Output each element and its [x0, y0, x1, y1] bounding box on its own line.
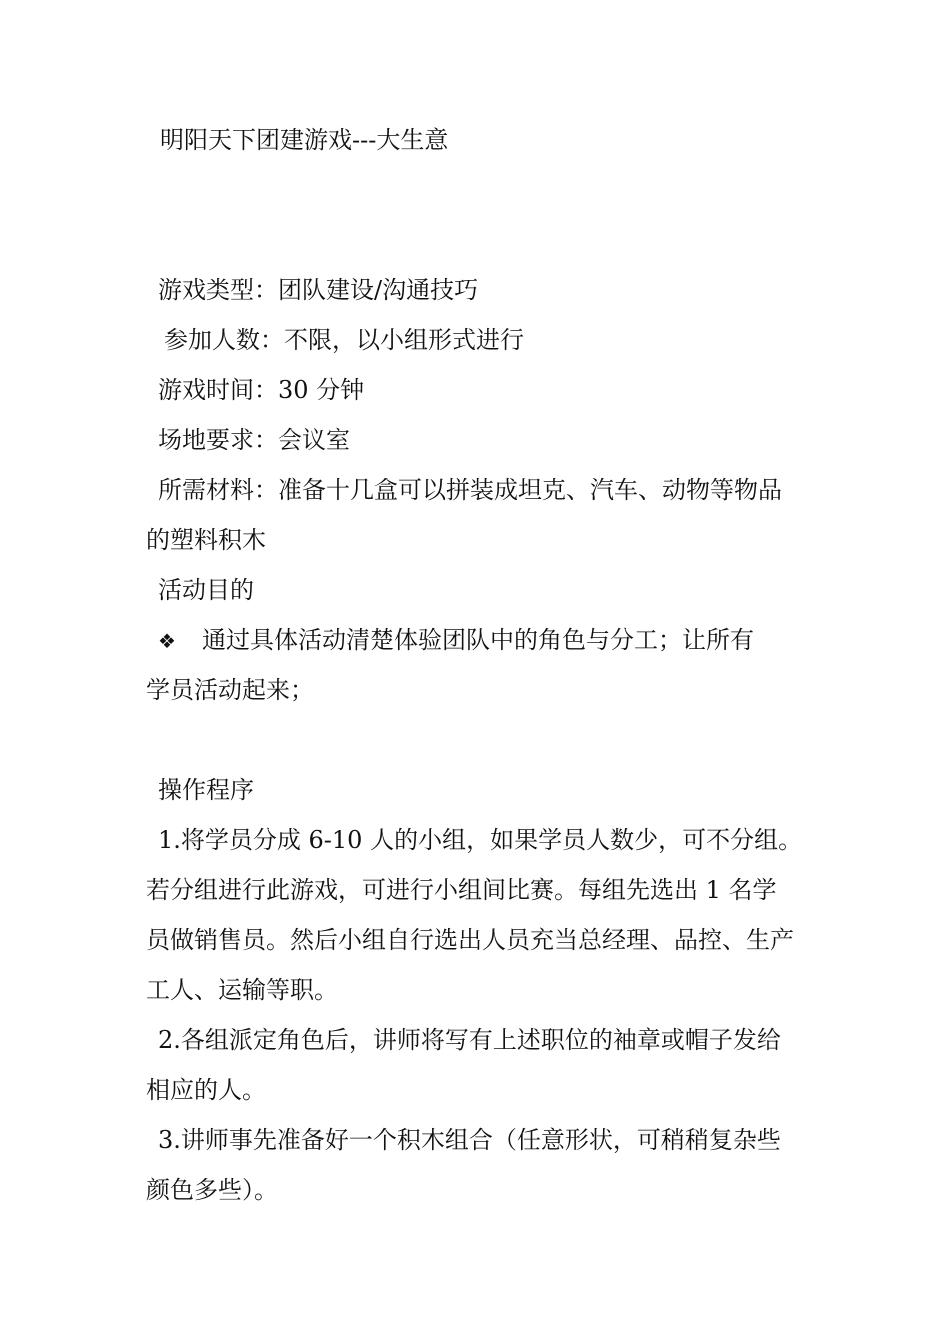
purpose-bullet-text-1: 通过具体活动清楚体验团队中的角色与分工；让所有	[202, 626, 754, 654]
step3-line-2: 颜色多些）。	[146, 1176, 278, 1204]
purpose-bullet	[158, 624, 828, 657]
step2-line-1: 2.各组派定角色后，讲师将写有上述职位的袖章或帽子发给	[158, 1026, 781, 1054]
purpose-bullet-text-2: 学员活动起来；	[146, 676, 314, 704]
document-title: 明阳天下团建游戏---大生意	[160, 126, 449, 154]
step1-line-2: 若分组进行此游戏，可进行小组间比赛。每组先选出 1 名学	[146, 876, 777, 904]
step1-line-4: 工人、运输等职。	[146, 976, 338, 1004]
diamond-bullet-icon: ❖	[158, 629, 176, 653]
step2-line-2: 相应的人。	[146, 1076, 266, 1104]
venue-line: 场地要求：会议室	[158, 426, 350, 454]
participants-line: 参加人数：不限，以小组形式进行	[164, 326, 524, 354]
game-type-line: 游戏类型：团队建设/沟通技巧	[158, 276, 479, 304]
procedure-heading: 操作程序	[158, 776, 254, 804]
materials-line-2: 的塑料积木	[146, 526, 266, 554]
materials-line-1: 所需材料：准备十几盒可以拼装成坦克、汽车、动物等物品	[158, 476, 782, 504]
step3-line-1: 3.讲师事先准备好一个积木组合（任意形状，可稍稍复杂些	[158, 1126, 781, 1154]
duration-line: 游戏时间：30 分钟	[158, 376, 365, 404]
purpose-heading: 活动目的	[158, 576, 254, 604]
step1-line-3: 员做销售员。然后小组自行选出人员充当总经理、品控、生产	[146, 926, 794, 954]
step1-line-1: 1.将学员分成 6-10 人的小组，如果学员人数少，可不分组。	[158, 826, 803, 854]
